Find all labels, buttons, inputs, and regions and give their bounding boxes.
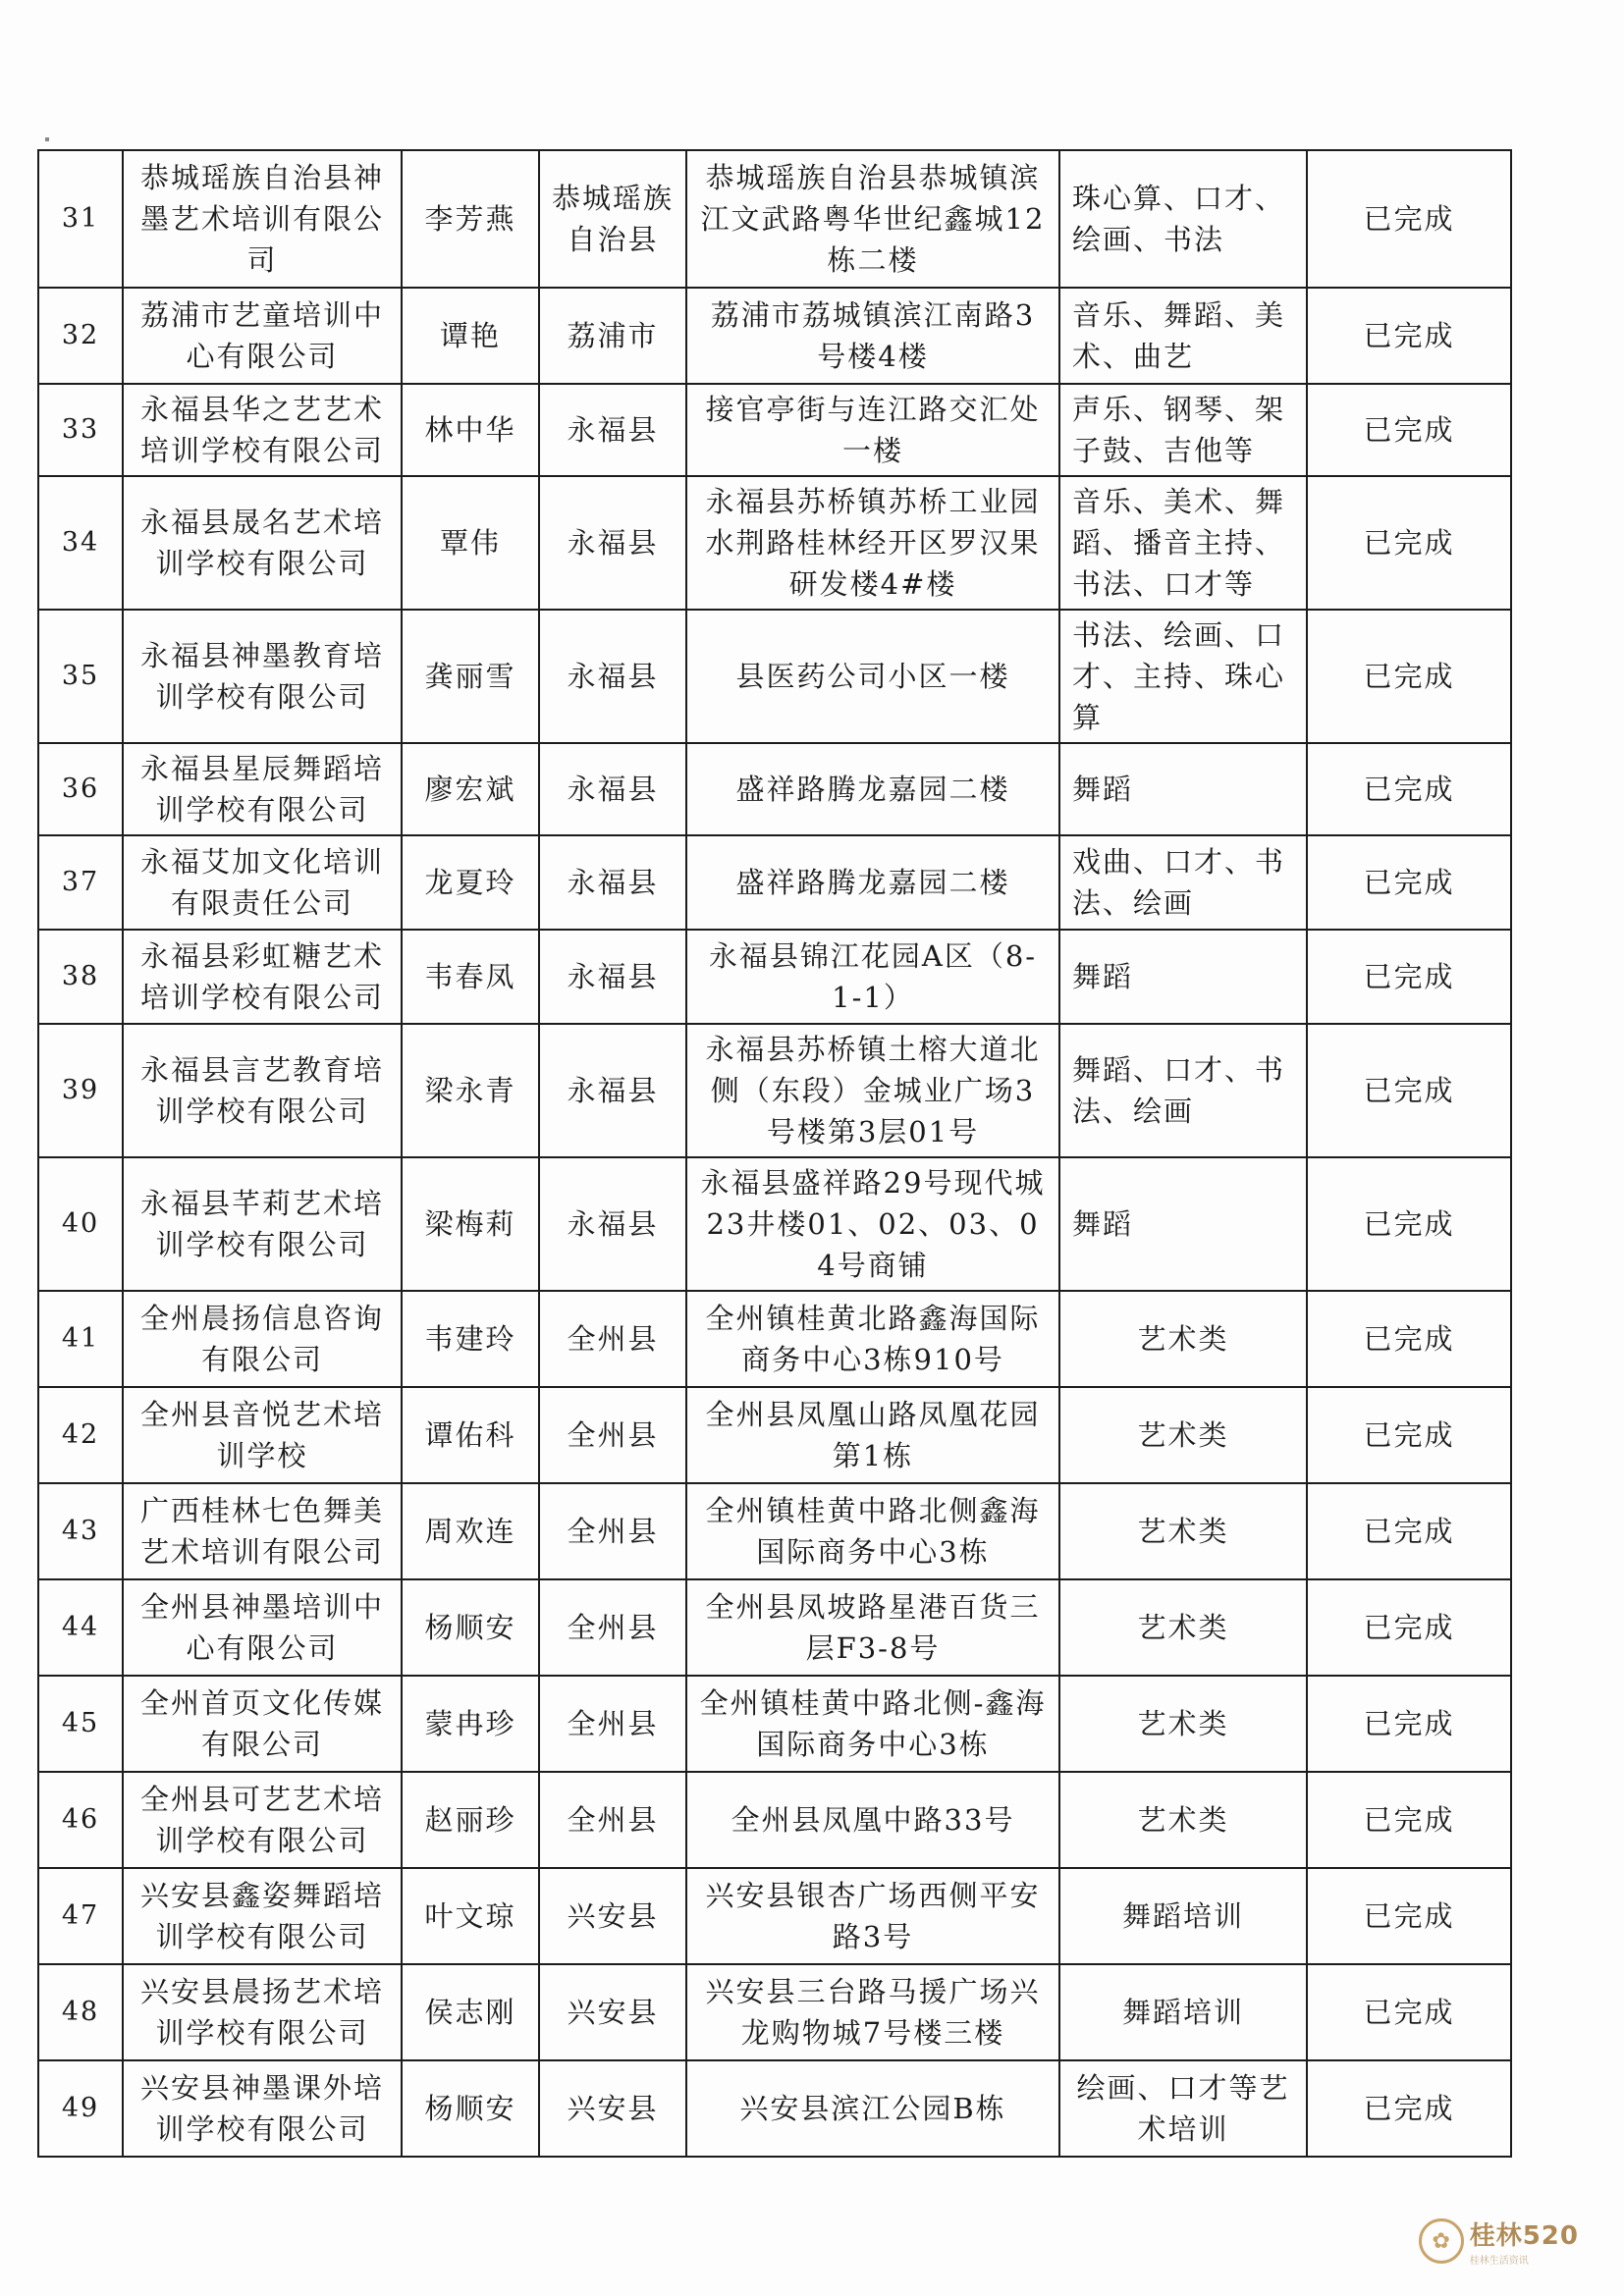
institution-name-cell: 永福艾加文化培训有限责任公司: [123, 835, 402, 930]
training-course-cell: 珠心算、口才、绘画、书法: [1059, 150, 1307, 288]
training-course-cell: 艺术类: [1059, 1579, 1307, 1676]
row-number-cell: 42: [38, 1387, 123, 1483]
institution-name-cell: 全州首页文化传媒有限公司: [123, 1676, 402, 1772]
address-cell: 兴安县滨江公园B栋: [686, 2060, 1059, 2157]
registry-table-wrap: [37, 149, 1510, 2158]
address-cell: 全州县凤凰中路33号: [686, 1772, 1059, 1868]
row-number-cell: 38: [38, 930, 123, 1024]
watermark: [1419, 2216, 1579, 2267]
status-cell: 已完成: [1307, 610, 1511, 743]
row-number-cell: 47: [38, 1868, 123, 1964]
table-row: [38, 1483, 1511, 1579]
county-cell: 永福县: [539, 743, 686, 835]
training-course-cell: 艺术类: [1059, 1291, 1307, 1387]
legal-person-cell: 杨顺安: [402, 2060, 539, 2157]
address-cell: 全州县凤坡路星港百货三层F3-8号: [686, 1579, 1059, 1676]
institution-name-cell: 全州县神墨培训中心有限公司: [123, 1579, 402, 1676]
watermark-logo-icon: ✿: [1419, 2218, 1464, 2264]
legal-person-cell: 谭佑科: [402, 1387, 539, 1483]
table-row: [38, 384, 1511, 476]
county-cell: 永福县: [539, 835, 686, 930]
legal-person-cell: 李芳燕: [402, 150, 539, 288]
table-row: [38, 1291, 1511, 1387]
address-cell: 永福县苏桥镇苏桥工业园水荆路桂林经开区罗汉果研发楼4#楼: [686, 476, 1059, 610]
legal-person-cell: 周欢连: [402, 1483, 539, 1579]
row-number-cell: 37: [38, 835, 123, 930]
training-course-cell: 艺术类: [1059, 1772, 1307, 1868]
row-number-cell: 35: [38, 610, 123, 743]
legal-person-cell: 叶文琼: [402, 1868, 539, 1964]
table-row: [38, 743, 1511, 835]
table-row: [38, 835, 1511, 930]
legal-person-cell: 龚丽雪: [402, 610, 539, 743]
address-cell: 兴安县银杏广场西侧平安路3号: [686, 1868, 1059, 1964]
row-number-cell: 32: [38, 288, 123, 384]
address-cell: 盛祥路腾龙嘉园二楼: [686, 835, 1059, 930]
county-cell: 永福县: [539, 384, 686, 476]
legal-person-cell: 杨顺安: [402, 1579, 539, 1676]
institution-name-cell: 兴安县神墨课外培训学校有限公司: [123, 2060, 402, 2157]
status-cell: 已完成: [1307, 1868, 1511, 1964]
address-cell: 全州镇桂黄北路鑫海国际商务中心3栋910号: [686, 1291, 1059, 1387]
training-course-cell: 戏曲、口才、书法、绘画: [1059, 835, 1307, 930]
scan-speck: [45, 137, 49, 141]
table-row: [38, 1157, 1511, 1291]
row-number-cell: 39: [38, 1024, 123, 1157]
institution-name-cell: 兴安县鑫姿舞蹈培训学校有限公司: [123, 1868, 402, 1964]
row-number-cell: 40: [38, 1157, 123, 1291]
status-cell: 已完成: [1307, 1483, 1511, 1579]
training-course-cell: 艺术类: [1059, 1387, 1307, 1483]
status-cell: 已完成: [1307, 1024, 1511, 1157]
county-cell: 永福县: [539, 930, 686, 1024]
training-course-cell: 声乐、钢琴、架子鼓、吉他等: [1059, 384, 1307, 476]
legal-person-cell: 韦建玲: [402, 1291, 539, 1387]
county-cell: 兴安县: [539, 1964, 686, 2060]
training-course-cell: 艺术类: [1059, 1676, 1307, 1772]
row-number-cell: 36: [38, 743, 123, 835]
training-course-cell: 舞蹈、口才、书法、绘画: [1059, 1024, 1307, 1157]
legal-person-cell: 蒙冉珍: [402, 1676, 539, 1772]
institution-name-cell: 广西桂林七色舞美艺术培训有限公司: [123, 1483, 402, 1579]
county-cell: 兴安县: [539, 1868, 686, 1964]
training-course-cell: 音乐、舞蹈、美术、曲艺: [1059, 288, 1307, 384]
training-course-cell: 舞蹈: [1059, 930, 1307, 1024]
legal-person-cell: 林中华: [402, 384, 539, 476]
legal-person-cell: 梁梅莉: [402, 1157, 539, 1291]
legal-person-cell: 侯志刚: [402, 1964, 539, 2060]
table-row: [38, 1964, 1511, 2060]
table-row: [38, 2060, 1511, 2157]
institution-name-cell: 永福县芊莉艺术培训学校有限公司: [123, 1157, 402, 1291]
county-cell: 恭城瑶族自治县: [539, 150, 686, 288]
county-cell: 永福县: [539, 476, 686, 610]
table-row: [38, 288, 1511, 384]
legal-person-cell: 梁永青: [402, 1024, 539, 1157]
institution-name-cell: 永福县华之艺艺术培训学校有限公司: [123, 384, 402, 476]
table-row: [38, 1387, 1511, 1483]
institution-name-cell: 全州晨扬信息咨询有限公司: [123, 1291, 402, 1387]
training-course-cell: 舞蹈培训: [1059, 1868, 1307, 1964]
legal-person-cell: 韦春凤: [402, 930, 539, 1024]
address-cell: 县医药公司小区一楼: [686, 610, 1059, 743]
table-row: [38, 1024, 1511, 1157]
address-cell: 全州镇桂黄中路北侧鑫海国际商务中心3栋: [686, 1483, 1059, 1579]
watermark-text: 桂林520: [1469, 2221, 1579, 2251]
institution-name-cell: 永福县言艺教育培训学校有限公司: [123, 1024, 402, 1157]
training-course-cell: 书法、绘画、口才、主持、珠心算: [1059, 610, 1307, 743]
legal-person-cell: 谭艳: [402, 288, 539, 384]
status-cell: 已完成: [1307, 1157, 1511, 1291]
county-cell: 永福县: [539, 1024, 686, 1157]
institution-name-cell: 永福县神墨教育培训学校有限公司: [123, 610, 402, 743]
county-cell: 全州县: [539, 1387, 686, 1483]
county-cell: 兴安县: [539, 2060, 686, 2157]
table-row: [38, 150, 1511, 288]
county-cell: 全州县: [539, 1676, 686, 1772]
legal-person-cell: 龙夏玲: [402, 835, 539, 930]
training-course-cell: 绘画、口才等艺术培训: [1059, 2060, 1307, 2157]
table-row: [38, 930, 1511, 1024]
row-number-cell: 49: [38, 2060, 123, 2157]
address-cell: 接官亭街与连江路交汇处一楼: [686, 384, 1059, 476]
table-row: [38, 476, 1511, 610]
legal-person-cell: 廖宏斌: [402, 743, 539, 835]
county-cell: 全州县: [539, 1772, 686, 1868]
status-cell: 已完成: [1307, 476, 1511, 610]
county-cell: 全州县: [539, 1291, 686, 1387]
status-cell: 已完成: [1307, 150, 1511, 288]
county-cell: 永福县: [539, 1157, 686, 1291]
row-number-cell: 41: [38, 1291, 123, 1387]
status-cell: 已完成: [1307, 1291, 1511, 1387]
training-course-cell: 艺术类: [1059, 1483, 1307, 1579]
status-cell: 已完成: [1307, 1772, 1511, 1868]
status-cell: 已完成: [1307, 2060, 1511, 2157]
institution-name-cell: 永福县彩虹糖艺术培训学校有限公司: [123, 930, 402, 1024]
address-cell: 盛祥路腾龙嘉园二楼: [686, 743, 1059, 835]
row-number-cell: 46: [38, 1772, 123, 1868]
institution-name-cell: 恭城瑶族自治县神墨艺术培训有限公司: [123, 150, 402, 288]
address-cell: 永福县苏桥镇土榕大道北侧（东段）金城业广场3号楼第3层01号: [686, 1024, 1059, 1157]
status-cell: 已完成: [1307, 743, 1511, 835]
status-cell: 已完成: [1307, 930, 1511, 1024]
county-cell: 全州县: [539, 1483, 686, 1579]
address-cell: 永福县盛祥路29号现代城23井楼01、02、03、04号商铺: [686, 1157, 1059, 1291]
address-cell: 永福县锦江花园A区（8-1-1）: [686, 930, 1059, 1024]
legal-person-cell: 覃伟: [402, 476, 539, 610]
training-course-cell: 音乐、美术、舞蹈、播音主持、书法、口才等: [1059, 476, 1307, 610]
row-number-cell: 43: [38, 1483, 123, 1579]
status-cell: 已完成: [1307, 288, 1511, 384]
row-number-cell: 45: [38, 1676, 123, 1772]
watermark-subtext: 桂林生活资讯: [1469, 2256, 1529, 2267]
status-cell: 已完成: [1307, 835, 1511, 930]
row-number-cell: 44: [38, 1579, 123, 1676]
status-cell: 已完成: [1307, 1579, 1511, 1676]
registry-table: [37, 149, 1512, 2158]
training-course-cell: 舞蹈: [1059, 1157, 1307, 1291]
row-number-cell: 31: [38, 150, 123, 288]
county-cell: 全州县: [539, 1579, 686, 1676]
training-course-cell: 舞蹈: [1059, 743, 1307, 835]
table-row: [38, 610, 1511, 743]
address-cell: 兴安县三台路马援广场兴龙购物城7号楼三楼: [686, 1964, 1059, 2060]
table-row: [38, 1772, 1511, 1868]
row-number-cell: 33: [38, 384, 123, 476]
status-cell: 已完成: [1307, 1676, 1511, 1772]
table-row: [38, 1868, 1511, 1964]
table-row: [38, 1579, 1511, 1676]
institution-name-cell: 全州县音悦艺术培训学校: [123, 1387, 402, 1483]
row-number-cell: 34: [38, 476, 123, 610]
institution-name-cell: 全州县可艺艺术培训学校有限公司: [123, 1772, 402, 1868]
address-cell: 荔浦市荔城镇滨江南路3号楼4楼: [686, 288, 1059, 384]
institution-name-cell: 永福县星辰舞蹈培训学校有限公司: [123, 743, 402, 835]
training-course-cell: 舞蹈培训: [1059, 1964, 1307, 2060]
address-cell: 全州县凤凰山路凤凰花园第1栋: [686, 1387, 1059, 1483]
status-cell: 已完成: [1307, 384, 1511, 476]
county-cell: 荔浦市: [539, 288, 686, 384]
table-row: [38, 1676, 1511, 1772]
institution-name-cell: 永福县晟名艺术培训学校有限公司: [123, 476, 402, 610]
status-cell: 已完成: [1307, 1964, 1511, 2060]
row-number-cell: 48: [38, 1964, 123, 2060]
county-cell: 永福县: [539, 610, 686, 743]
institution-name-cell: 荔浦市艺童培训中心有限公司: [123, 288, 402, 384]
legal-person-cell: 赵丽珍: [402, 1772, 539, 1868]
status-cell: 已完成: [1307, 1387, 1511, 1483]
address-cell: 恭城瑶族自治县恭城镇滨江文武路粤华世纪鑫城12栋二楼: [686, 150, 1059, 288]
address-cell: 全州镇桂黄中路北侧-鑫海国际商务中心3栋: [686, 1676, 1059, 1772]
institution-name-cell: 兴安县晨扬艺术培训学校有限公司: [123, 1964, 402, 2060]
